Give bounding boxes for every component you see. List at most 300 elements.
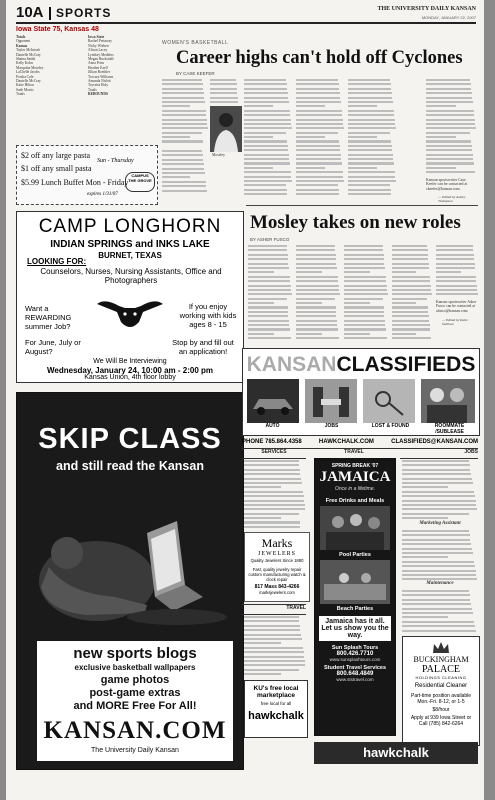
camp-positions: Counselors, Nurses, Nursing Assistants, Office and Photographers bbox=[40, 267, 222, 285]
grove-logo bbox=[125, 172, 155, 192]
text-line bbox=[348, 79, 390, 81]
text-line bbox=[162, 181, 206, 183]
text-line bbox=[344, 320, 385, 322]
text-line bbox=[296, 114, 342, 116]
jobs-listings-2 bbox=[402, 530, 478, 583]
text-line bbox=[344, 289, 387, 291]
text-line bbox=[402, 556, 448, 558]
box-score-row: Marquitta Moseley bbox=[16, 65, 44, 70]
text-line bbox=[162, 136, 190, 138]
classifieds-title-classifieds: CLASSIFIEDS bbox=[336, 353, 476, 376]
kansan-tagline: The University Daily Kansan bbox=[91, 747, 179, 754]
text-line bbox=[344, 254, 384, 256]
text-line bbox=[392, 293, 432, 295]
text-line bbox=[402, 464, 470, 466]
text-line bbox=[348, 136, 377, 138]
text-line bbox=[426, 145, 472, 147]
text-line bbox=[426, 136, 456, 138]
text-line bbox=[348, 171, 395, 173]
text-line bbox=[248, 324, 289, 326]
text-line bbox=[210, 88, 237, 90]
text-line bbox=[296, 289, 339, 291]
text-line bbox=[344, 245, 383, 247]
classifieds-category: JOBS bbox=[324, 423, 339, 429]
player-photo-icon bbox=[210, 106, 242, 152]
box-score-row: Rachel Pettaway bbox=[88, 39, 113, 44]
story2-column-1 bbox=[248, 245, 292, 342]
jobs-listings-1 bbox=[402, 460, 478, 521]
jamaica-phone: 800.426.7710 bbox=[336, 651, 374, 657]
text-line bbox=[392, 254, 428, 256]
skip-class-title: SKIP CLASS bbox=[38, 423, 222, 455]
text-line bbox=[344, 293, 388, 295]
text-line bbox=[426, 92, 472, 94]
people-icon bbox=[421, 379, 475, 423]
jobs-marketing-heading: Marketing Assistant bbox=[419, 521, 461, 526]
text-line bbox=[402, 630, 476, 632]
text-line bbox=[244, 495, 304, 497]
text-line bbox=[296, 254, 336, 256]
text-line bbox=[210, 83, 237, 85]
text-line bbox=[296, 245, 335, 247]
lost-found-photo bbox=[363, 379, 415, 423]
text-line bbox=[402, 565, 475, 567]
ad-camp-longhorn bbox=[16, 211, 244, 383]
text-line bbox=[426, 149, 472, 151]
text-line bbox=[392, 249, 428, 251]
text-line bbox=[244, 464, 299, 466]
text-line bbox=[392, 306, 428, 308]
camp-location: BURNET, TEXAS bbox=[98, 251, 162, 260]
text-line bbox=[244, 83, 287, 85]
box-score-title bbox=[16, 26, 156, 33]
text-line bbox=[296, 184, 338, 186]
ad-buckingham-palace bbox=[402, 636, 480, 746]
camp-stop-by: Stop by and fill out an application! bbox=[172, 338, 234, 356]
page-number: 10A bbox=[16, 4, 44, 21]
text-line bbox=[244, 526, 300, 528]
text-line bbox=[348, 127, 396, 129]
box-score-row: Kelly Kohn bbox=[16, 61, 33, 66]
classifieds-categories bbox=[243, 423, 479, 435]
classifieds-category: ROOMMATE /SUBLEASE bbox=[434, 423, 465, 435]
story1-column-4 bbox=[296, 79, 344, 198]
text-line bbox=[210, 101, 238, 103]
box-score-row: Amanda Nisleit bbox=[88, 79, 111, 84]
text-line bbox=[162, 185, 206, 187]
text-line bbox=[244, 634, 301, 636]
text-line bbox=[392, 267, 429, 269]
text-line bbox=[244, 176, 291, 178]
text-line bbox=[392, 263, 429, 265]
buckingham-palace: PALACE bbox=[422, 664, 460, 675]
text-line bbox=[162, 154, 203, 156]
section-jobs: JOBS bbox=[400, 448, 478, 459]
box-score-row: Totals bbox=[88, 87, 97, 92]
text-line bbox=[244, 101, 289, 103]
text-line bbox=[248, 337, 291, 339]
text-line bbox=[392, 298, 427, 300]
jamaica-feature-2: Pool Parties bbox=[339, 552, 371, 558]
story1-headline: Career highs can't hold off Cyclones bbox=[176, 48, 463, 68]
text-line bbox=[244, 669, 299, 671]
text-line bbox=[296, 132, 338, 134]
classifieds-title bbox=[243, 353, 479, 377]
jamaica-company: Sun Splash Tours bbox=[331, 645, 379, 651]
text-line bbox=[348, 180, 396, 182]
text-line bbox=[248, 245, 287, 247]
car-icon bbox=[247, 379, 299, 423]
box-score-row: Opponent bbox=[16, 39, 31, 44]
box-score-row: Danielle McCray bbox=[16, 52, 41, 57]
camp-looking-for: LOOKING FOR: bbox=[27, 257, 87, 266]
text-line bbox=[402, 574, 476, 576]
classifieds-phone: PHONE 785.864.4358 bbox=[242, 439, 302, 445]
text-line bbox=[296, 136, 325, 138]
text-line bbox=[248, 267, 289, 269]
text-line bbox=[244, 629, 300, 631]
text-line bbox=[210, 92, 237, 94]
text-line bbox=[248, 263, 288, 265]
text-line bbox=[296, 101, 341, 103]
buckingham-pay: $8/hour bbox=[432, 707, 450, 713]
text-line bbox=[296, 258, 336, 260]
text-line bbox=[436, 280, 476, 282]
text-line bbox=[402, 460, 469, 462]
grove-expires: expires 1/31/07 bbox=[87, 192, 118, 197]
text-line bbox=[436, 271, 461, 273]
text-line bbox=[426, 127, 476, 129]
text-line bbox=[402, 504, 476, 506]
header-divider bbox=[49, 7, 51, 20]
story1-editor: — Edited by Ashley Thompson bbox=[438, 195, 466, 204]
text-line bbox=[244, 647, 303, 649]
roommate-photo bbox=[421, 379, 475, 423]
text-line bbox=[162, 119, 207, 121]
text-line bbox=[244, 500, 304, 502]
text-line bbox=[296, 324, 337, 326]
text-line bbox=[344, 285, 387, 287]
text-line bbox=[244, 110, 290, 112]
text-line bbox=[244, 92, 288, 94]
text-line bbox=[402, 478, 472, 480]
text-line bbox=[248, 298, 287, 300]
camp-interview-place: Kansas Union, 4th floor lobby bbox=[84, 374, 176, 381]
story2-column-3 bbox=[344, 245, 388, 342]
ad-jamaica bbox=[314, 458, 396, 736]
text-line bbox=[348, 189, 391, 191]
box-score-left-column bbox=[16, 35, 82, 97]
text-line bbox=[296, 110, 342, 112]
text-line bbox=[344, 271, 370, 273]
box-score-row: Heather Ezell bbox=[88, 65, 108, 70]
text-line bbox=[436, 245, 473, 247]
text-line bbox=[402, 599, 470, 601]
text-line bbox=[402, 469, 470, 471]
ad-hawkchalk bbox=[244, 680, 308, 738]
text-line bbox=[402, 621, 474, 623]
section-services: SERVICES bbox=[242, 448, 306, 459]
text-line bbox=[344, 276, 386, 278]
text-line bbox=[244, 193, 287, 195]
story2-headline: Mosley takes on new roles bbox=[250, 212, 461, 233]
party-photo bbox=[320, 506, 390, 550]
camp-dates-question: For June, July or August? bbox=[25, 338, 81, 356]
buckingham-role: Residential Cleaner bbox=[414, 683, 468, 689]
text-line bbox=[162, 168, 204, 170]
text-line bbox=[296, 298, 335, 300]
text-line bbox=[436, 249, 473, 251]
text-line bbox=[296, 167, 325, 169]
text-line bbox=[244, 180, 292, 182]
text-line bbox=[244, 171, 291, 173]
section-travel: TRAVEL bbox=[314, 448, 394, 459]
text-line bbox=[296, 333, 322, 335]
box-score-row: Tsyvetta Holy bbox=[88, 83, 109, 88]
text-line bbox=[244, 189, 287, 191]
text-line bbox=[436, 267, 475, 269]
text-line bbox=[162, 190, 207, 192]
text-line bbox=[344, 311, 384, 313]
camp-title: CAMP LONGHORN bbox=[38, 216, 222, 237]
text-line bbox=[402, 530, 469, 532]
box-score-row: REBOUNDS bbox=[88, 92, 108, 97]
text-line bbox=[296, 83, 339, 85]
text-line bbox=[162, 176, 190, 178]
text-line bbox=[426, 97, 472, 99]
ad-grove bbox=[16, 145, 158, 205]
story1-column-1 bbox=[162, 79, 208, 145]
text-line bbox=[296, 97, 340, 99]
story2-column-2 bbox=[296, 245, 340, 342]
box-score-row: Taylor McIntosh bbox=[16, 48, 41, 53]
text-line bbox=[348, 162, 394, 164]
text-line bbox=[296, 162, 342, 164]
text-line bbox=[426, 167, 456, 169]
text-line bbox=[296, 119, 343, 121]
text-line bbox=[344, 315, 384, 317]
story2-tagline: Kansan sportswriter Asher Fusco can be contacted at afusco@kansan.com. bbox=[436, 300, 477, 313]
skip-class-photos: game photos bbox=[100, 674, 170, 686]
text-line bbox=[296, 337, 339, 339]
text-line bbox=[296, 145, 340, 147]
text-line bbox=[248, 306, 288, 308]
text-line bbox=[248, 328, 290, 330]
classifieds-title-kansan: KANSAN bbox=[246, 353, 337, 376]
text-line bbox=[392, 333, 416, 335]
text-line bbox=[296, 79, 338, 81]
text-line bbox=[402, 612, 473, 614]
text-line bbox=[392, 324, 430, 326]
text-line bbox=[426, 162, 474, 164]
text-line bbox=[348, 114, 394, 116]
text-line bbox=[210, 79, 236, 81]
text-line bbox=[344, 258, 384, 260]
text-line bbox=[392, 245, 427, 247]
jamaica-web: www.sunsplashtours.com bbox=[329, 657, 381, 662]
text-line bbox=[348, 92, 392, 94]
text-line bbox=[402, 561, 474, 563]
text-line bbox=[296, 176, 343, 178]
text-line bbox=[244, 79, 286, 81]
box-score-row: Nicky Wieben bbox=[88, 43, 109, 48]
text-line bbox=[162, 101, 205, 103]
text-line bbox=[244, 162, 290, 164]
text-line bbox=[244, 478, 301, 480]
text-line bbox=[296, 315, 336, 317]
text-line bbox=[162, 105, 190, 107]
grove-days: Sun - Thursday bbox=[97, 158, 134, 164]
text-line bbox=[296, 311, 336, 313]
text-line bbox=[248, 320, 289, 322]
marks-jewelers: JEWELERS bbox=[258, 551, 296, 557]
text-line bbox=[296, 149, 340, 151]
classifieds-site: HAWKCHALK.COM bbox=[318, 439, 374, 445]
text-line bbox=[426, 154, 473, 156]
text-line bbox=[392, 315, 429, 317]
text-line bbox=[244, 119, 291, 121]
text-line bbox=[392, 285, 431, 287]
masthead: THE UNIVERSITY DAILY KANSAN bbox=[377, 6, 476, 12]
box-score-row: Totals bbox=[16, 35, 26, 39]
skip-class-extras: post-game extras bbox=[89, 687, 181, 699]
story1-column-1b bbox=[162, 150, 208, 194]
text-line bbox=[248, 302, 274, 304]
story2-editor: — Edited by Katie Sullivan bbox=[442, 318, 468, 327]
text-line bbox=[210, 97, 238, 99]
text-line bbox=[162, 150, 202, 152]
text-line bbox=[162, 97, 204, 99]
text-line bbox=[402, 486, 448, 488]
jamaica-phone-2: 800.648.4849 bbox=[336, 671, 374, 677]
text-line bbox=[402, 543, 471, 545]
story1-photo-caption: Moseley bbox=[212, 153, 226, 157]
grove-offer-3: $5.99 Lunch Buffet Mon - Friday bbox=[21, 178, 129, 187]
text-line bbox=[244, 167, 273, 169]
text-line bbox=[244, 154, 289, 156]
jamaica-title: JAMAICA bbox=[319, 469, 391, 485]
text-line bbox=[348, 88, 391, 90]
services-listings bbox=[244, 460, 306, 530]
text-line bbox=[344, 298, 383, 300]
box-score-row: Shaina Smith bbox=[16, 57, 36, 62]
text-line bbox=[348, 176, 395, 178]
text-line bbox=[348, 158, 393, 160]
text-line bbox=[296, 306, 336, 308]
text-line bbox=[344, 280, 386, 282]
text-line bbox=[426, 171, 475, 173]
text-line bbox=[244, 136, 273, 138]
text-line bbox=[348, 149, 392, 151]
text-line bbox=[244, 620, 299, 622]
text-line bbox=[248, 289, 291, 291]
newspaper-page bbox=[6, 0, 484, 800]
text-line bbox=[296, 127, 344, 129]
text-line bbox=[244, 149, 288, 151]
story2-column-4 bbox=[392, 245, 432, 342]
skip-class-wallpapers: exclusive basketball wallpapers bbox=[74, 663, 196, 672]
text-line bbox=[344, 324, 385, 326]
camp-enjoy: If you enjoy working with kids ages 8 - 15 bbox=[179, 302, 237, 329]
text-line bbox=[436, 276, 476, 278]
text-line bbox=[244, 482, 302, 484]
box-score-row: Alison Lacey bbox=[88, 48, 108, 53]
text-line bbox=[162, 123, 207, 125]
text-line bbox=[244, 491, 303, 493]
text-line bbox=[244, 97, 288, 99]
skip-class-subtitle: and still read the Kansan bbox=[56, 459, 204, 473]
story1-column-6 bbox=[426, 79, 476, 176]
text-line bbox=[344, 302, 370, 304]
jamaica-feature-1: Free Drinks and Meals bbox=[325, 498, 385, 504]
text-line bbox=[436, 293, 478, 295]
buckingham-sub: HOLDINGS CLEANING bbox=[415, 675, 467, 680]
text-line bbox=[402, 473, 471, 475]
text-line bbox=[436, 289, 477, 291]
text-line bbox=[296, 280, 338, 282]
jamaica-hotline: Jamaica has it all. Let us show you the way. bbox=[319, 616, 391, 641]
camp-interview-time: Wednesday, January 24, 10:00 am - 2:00 pm bbox=[46, 366, 213, 375]
section-travel-2: TRAVEL bbox=[242, 604, 306, 615]
grove-offer-1: $2 off any large pasta bbox=[21, 151, 91, 160]
text-line bbox=[348, 193, 391, 195]
text-line bbox=[244, 158, 289, 160]
text-line bbox=[296, 158, 341, 160]
text-line bbox=[402, 603, 471, 605]
text-line bbox=[392, 276, 430, 278]
text-line bbox=[296, 328, 338, 330]
text-line bbox=[426, 105, 456, 107]
jamaica-sub: Once in a lifetime. bbox=[334, 486, 376, 492]
story2-byline: BY ASHER FUSCO bbox=[250, 237, 290, 242]
buckingham-apply: Apply at 939 Iowa Street or Call (785) 842-6264 bbox=[410, 715, 472, 727]
text-line bbox=[296, 88, 339, 90]
text-line bbox=[162, 127, 208, 129]
text-line bbox=[248, 280, 290, 282]
text-line bbox=[402, 495, 475, 497]
text-line bbox=[392, 271, 416, 273]
box-score-row: Totals bbox=[16, 92, 25, 97]
text-line bbox=[402, 517, 448, 519]
text-line bbox=[244, 486, 281, 488]
text-line bbox=[348, 123, 395, 125]
text-line bbox=[402, 482, 473, 484]
text-line bbox=[426, 88, 471, 90]
hawkchalk-line1: KU's free local marketplace bbox=[253, 685, 299, 699]
grove-offer-2: $1 off any small pasta bbox=[21, 164, 92, 173]
text-line bbox=[248, 254, 288, 256]
skip-class-more: and MORE Free For All! bbox=[73, 700, 197, 712]
story1-byline: BY CASE KEEFER bbox=[176, 71, 215, 76]
text-line bbox=[392, 311, 428, 313]
box-score-row: Katie Hilton bbox=[16, 83, 34, 88]
hawkchalk-line2: free local for all bbox=[260, 701, 292, 706]
text-line bbox=[244, 625, 300, 627]
text-line bbox=[348, 132, 390, 134]
text-line bbox=[244, 513, 299, 515]
jamaica-feature-3: Beach Parties bbox=[336, 606, 374, 612]
text-line bbox=[348, 140, 391, 142]
text-line bbox=[402, 508, 477, 510]
text-line bbox=[402, 625, 475, 627]
camp-interviewing: We Will Be Interviewing bbox=[93, 358, 167, 365]
travel-listings bbox=[244, 616, 306, 677]
skip-class-blogs: new sports blogs bbox=[73, 645, 197, 662]
text-line bbox=[244, 517, 281, 519]
text-line bbox=[436, 285, 477, 287]
text-line bbox=[296, 171, 343, 173]
box-score bbox=[16, 26, 156, 97]
